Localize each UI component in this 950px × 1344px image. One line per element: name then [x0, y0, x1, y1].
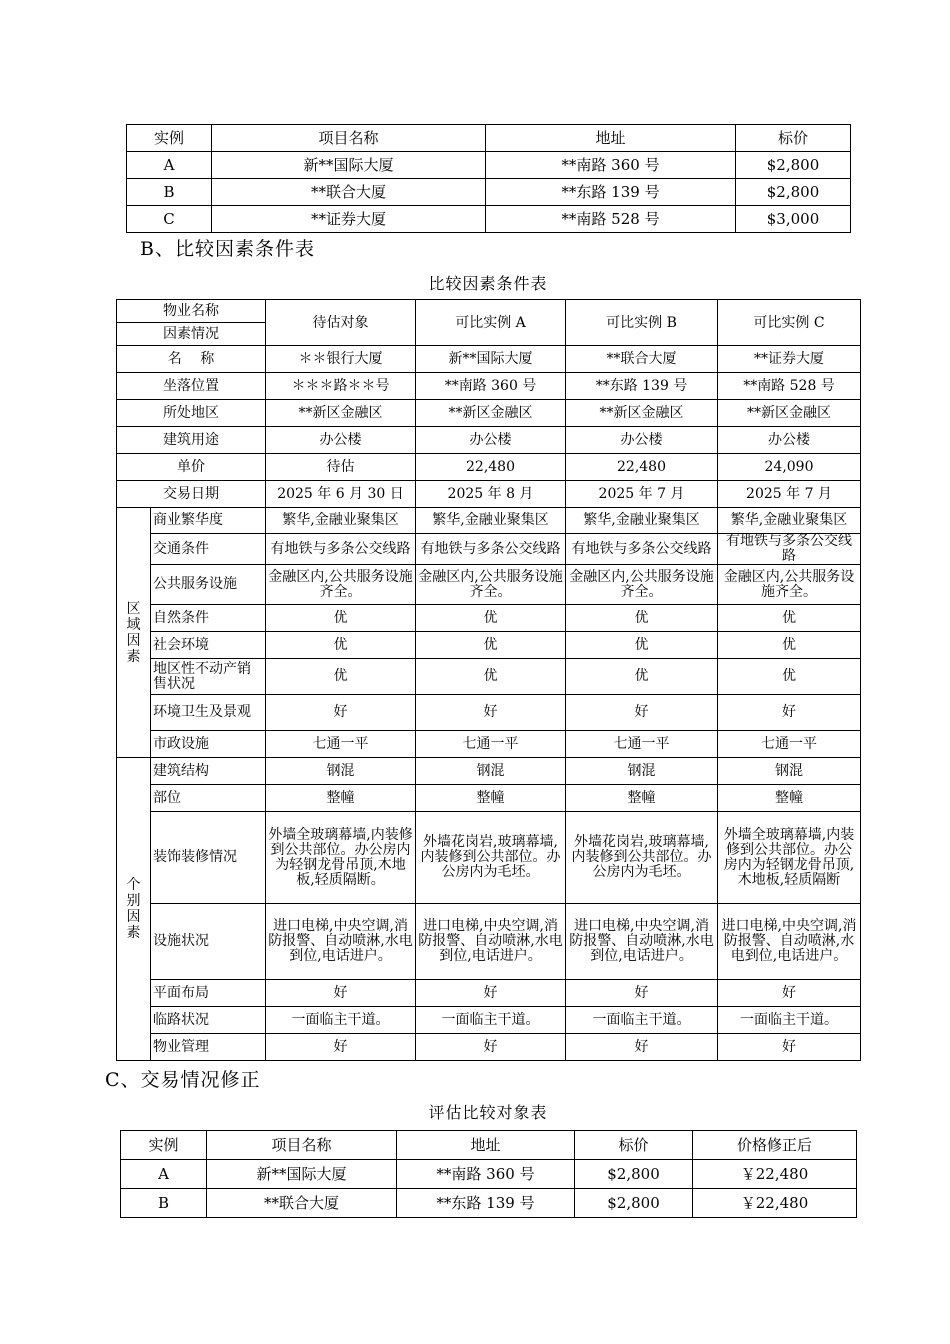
column-header: 可比实例 B	[566, 300, 718, 346]
table-cell: 优	[416, 605, 566, 632]
table-cell: 优	[718, 605, 861, 632]
table-row	[117, 785, 861, 812]
header-cell: 标价	[575, 1131, 693, 1160]
table-cell: 优	[718, 632, 861, 659]
table-cell: **联合大厦	[207, 1189, 397, 1218]
table-cell: 整幢	[416, 785, 566, 812]
table-row	[117, 632, 861, 659]
table-cell: 钢混	[566, 758, 718, 785]
table-cell: 优	[266, 605, 416, 632]
table-row	[121, 1189, 857, 1218]
factor-label: 建筑用途	[117, 427, 266, 454]
table-cell: **南路 360 号	[397, 1160, 575, 1189]
factor-label: 临路状况	[151, 1007, 266, 1034]
table-cell: 办公楼	[566, 427, 718, 454]
header-cell: 地址	[486, 125, 736, 152]
table-row	[117, 508, 861, 534]
table-header-row	[127, 125, 851, 152]
regional-factors-group-text: 区域因素	[126, 600, 141, 665]
header-cell: 项目名称	[212, 125, 486, 152]
table-cell: 新**国际大厦	[207, 1160, 397, 1189]
table-cell: **南路 360 号	[486, 152, 736, 179]
table-row	[117, 346, 861, 373]
table-cell: 优	[566, 605, 718, 632]
table-cell: 新**国际大厦	[212, 152, 486, 179]
header-cell: 实例	[127, 125, 212, 152]
factor-label: 交通条件	[151, 534, 266, 565]
table-cell: ＊＊＊路＊＊号	[266, 373, 416, 400]
evaluation-comparison-table	[120, 1130, 857, 1218]
section-b-heading: B、比较因素条件表	[140, 238, 315, 260]
table-cell: 24,090	[718, 454, 861, 481]
table-row	[117, 427, 861, 454]
table-cell: 优	[566, 632, 718, 659]
table-cell: 优	[416, 632, 566, 659]
table-row	[117, 904, 861, 980]
table-cell: 进口电梯,中央空调,消防报警、自动喷淋,水电到位,电话进户。	[718, 904, 861, 980]
header-cell: 实例	[121, 1131, 207, 1160]
table-cell: 好	[718, 980, 861, 1007]
table-cell: **联合大厦	[212, 179, 486, 206]
table-cell: B	[127, 179, 212, 206]
table-row	[127, 179, 851, 206]
table-row	[117, 481, 861, 508]
table-cell: 整幢	[718, 785, 861, 812]
header-cell: 标价	[736, 125, 851, 152]
factor-label: 装饰装修情况	[151, 812, 266, 904]
table-cell: 有地铁与多条公交线路	[718, 534, 861, 565]
table-cell: 进口电梯,中央空调,消防报警、自动喷淋,水电到位,电话进户。	[566, 904, 718, 980]
table-cell: 新**国际大厦	[416, 346, 566, 373]
table-cell: 好	[718, 1034, 861, 1061]
table-cell: 钢混	[416, 758, 566, 785]
table-cell: 2025 年 7 月	[718, 481, 861, 508]
table-cell: 2025 年 6 月 30 日	[266, 481, 416, 508]
table-cell: 整幢	[266, 785, 416, 812]
table-cell: 外墙花岗岩,玻璃幕墙,内装修到公共部位。办公房内为毛坯。	[566, 812, 718, 904]
table-cell: **证券大厦	[212, 206, 486, 233]
table-cell: 好	[416, 980, 566, 1007]
regional-factors-group	[117, 508, 151, 758]
table-cell: 金融区内,公共服务设施齐全。	[718, 565, 861, 605]
table-cell: 繁华,金融业聚集区	[718, 508, 861, 534]
table-cell: **新区金融区	[566, 400, 718, 427]
table-cell: ＊＊银行大厦	[266, 346, 416, 373]
table-cell: 外墙花岗岩,玻璃幕墙,内装修到公共部位。办公房内为毛坯。	[416, 812, 566, 904]
table-row	[117, 695, 861, 731]
factor-label: 所处地区	[117, 400, 266, 427]
table-cell: 待估	[266, 454, 416, 481]
table-header-row	[121, 1131, 857, 1160]
table-cell: 整幢	[566, 785, 718, 812]
example-table	[126, 124, 851, 233]
table-cell: B	[121, 1189, 207, 1218]
table-cell: 好	[266, 695, 416, 731]
table-row	[117, 758, 861, 785]
table-cell: 好	[266, 980, 416, 1007]
table-cell: **新区金融区	[266, 400, 416, 427]
table-cell: 一面临主干道。	[566, 1007, 718, 1034]
table-cell: $2,800	[575, 1160, 693, 1189]
table-cell: **新区金融区	[416, 400, 566, 427]
table-cell: 一面临主干道。	[416, 1007, 566, 1034]
factor-label: 坐落位置	[117, 373, 266, 400]
table-cell: 好	[566, 980, 718, 1007]
table-cell: 好	[266, 1034, 416, 1061]
table2-caption: 比较因素条件表	[428, 274, 548, 293]
table-cell: 有地铁与多条公交线路	[416, 534, 566, 565]
table-cell: 进口电梯,中央空调,消防报警、自动喷淋,水电到位,电话进户。	[266, 904, 416, 980]
table-row	[117, 565, 861, 605]
table-cell: **东路 139 号	[397, 1189, 575, 1218]
table-cell: 优	[718, 659, 861, 695]
factor-label: 公共服务设施	[151, 565, 266, 605]
factor-label: 单价	[117, 454, 266, 481]
factor-label: 市政设施	[151, 731, 266, 758]
individual-factors-group	[117, 758, 151, 1061]
table-cell: 优	[266, 632, 416, 659]
column-header: 可比实例 C	[718, 300, 861, 346]
factor-label: 物业管理	[151, 1034, 266, 1061]
table-cell: 有地铁与多条公交线路	[266, 534, 416, 565]
table-cell: $3,000	[736, 206, 851, 233]
table-cell: 钢混	[718, 758, 861, 785]
table-cell: 22,480	[566, 454, 718, 481]
table-row	[117, 373, 861, 400]
table-cell: A	[121, 1160, 207, 1189]
table-cell: 钢混	[266, 758, 416, 785]
table-cell: 七通一平	[416, 731, 566, 758]
table-cell: 优	[266, 659, 416, 695]
table-row	[117, 400, 861, 427]
table-row	[127, 152, 851, 179]
table-row	[117, 534, 861, 565]
column-header: 待估对象	[266, 300, 416, 346]
table-row	[117, 731, 861, 758]
table-cell: **东路 139 号	[486, 179, 736, 206]
table-row	[117, 1007, 861, 1034]
table3-caption: 评估比较对象表	[428, 1103, 548, 1122]
factor-label: 自然条件	[151, 605, 266, 632]
table-cell: 进口电梯,中央空调,消防报警、自动喷淋,水电到位,电话进户。	[416, 904, 566, 980]
table-cell: **东路 139 号	[566, 373, 718, 400]
table-cell: **联合大厦	[566, 346, 718, 373]
table-row	[117, 980, 861, 1007]
table-cell: 22,480	[416, 454, 566, 481]
table-cell: 优	[566, 659, 718, 695]
table-row	[127, 206, 851, 233]
factor-label: 部位	[151, 785, 266, 812]
factor-label: 环境卫生及景观	[151, 695, 266, 731]
comparison-factors-table	[116, 299, 861, 1061]
table-cell: 好	[566, 1034, 718, 1061]
table-cell: 优	[416, 659, 566, 695]
table-cell: 办公楼	[266, 427, 416, 454]
table-cell: 一面临主干道。	[718, 1007, 861, 1034]
table-cell: 繁华,金融业聚集区	[266, 508, 416, 534]
table-row	[117, 812, 861, 904]
table-cell: 有地铁与多条公交线路	[566, 534, 718, 565]
table-cell: 2025 年 7 月	[566, 481, 718, 508]
table-cell: **南路 360 号	[416, 373, 566, 400]
individual-factors-group-text: 个别因素	[126, 877, 141, 941]
header-cell: 地址	[397, 1131, 575, 1160]
header-cell: 价格修正后	[693, 1131, 857, 1160]
table-cell: 金融区内,公共服务设施齐全。	[416, 565, 566, 605]
table-cell: 一面临主干道。	[266, 1007, 416, 1034]
table-cell: 繁华,金融业聚集区	[416, 508, 566, 534]
table-cell: 金融区内,公共服务设施齐全。	[266, 565, 416, 605]
table-cell: **新区金融区	[718, 400, 861, 427]
factor-label: 设施状况	[151, 904, 266, 980]
table-cell: ￥22,480	[693, 1160, 857, 1189]
table-cell: 七通一平	[566, 731, 718, 758]
column-header: 可比实例 A	[416, 300, 566, 346]
table-cell: C	[127, 206, 212, 233]
table-cell: 外墙全玻璃幕墙,内装修到公共部位。办公房内为轻钢龙骨吊顶,木地板,轻质隔断	[718, 812, 861, 904]
factor-label: 平面布局	[151, 980, 266, 1007]
table-cell: 好	[718, 695, 861, 731]
factor-label: 地区性不动产销售状况	[151, 659, 266, 695]
table-cell: ￥22,480	[693, 1189, 857, 1218]
table-cell: 2025 年 8 月	[416, 481, 566, 508]
table-cell: $2,800	[736, 179, 851, 206]
section-c-heading: C、交易情况修正	[105, 1069, 261, 1091]
factor-label: 名 称	[117, 346, 266, 373]
table-cell: 七通一平	[718, 731, 861, 758]
table-cell: 好	[416, 1034, 566, 1061]
table-cell: **证券大厦	[718, 346, 861, 373]
table-cell: $2,800	[575, 1189, 693, 1218]
table-row	[117, 659, 861, 695]
table-cell: 好	[566, 695, 718, 731]
factor-label: 商业繁华度	[151, 508, 266, 534]
table-cell: **南路 528 号	[486, 206, 736, 233]
factor-label: 社会环境	[151, 632, 266, 659]
factor-label: 建筑结构	[151, 758, 266, 785]
corner-top-label: 物业名称	[117, 300, 266, 323]
table-cell: 办公楼	[718, 427, 861, 454]
table-cell: 好	[416, 695, 566, 731]
table-row	[117, 605, 861, 632]
table-cell: 金融区内,公共服务设施齐全。	[566, 565, 718, 605]
table-row	[121, 1160, 857, 1189]
table-cell: 繁华,金融业聚集区	[566, 508, 718, 534]
table-cell: 办公楼	[416, 427, 566, 454]
table-row	[117, 1034, 861, 1061]
table-cell: 七通一平	[266, 731, 416, 758]
table-cell: 外墙全玻璃幕墙,内装修到公共部位。办公房内为轻钢龙骨吊顶,木地板,轻质隔断。	[266, 812, 416, 904]
factor-label: 交易日期	[117, 481, 266, 508]
header-cell: 项目名称	[207, 1131, 397, 1160]
table-cell: **南路 528 号	[718, 373, 861, 400]
table-cell: $2,800	[736, 152, 851, 179]
table-cell: A	[127, 152, 212, 179]
corner-bottom-label: 因素情况	[117, 323, 266, 346]
table-row	[117, 454, 861, 481]
